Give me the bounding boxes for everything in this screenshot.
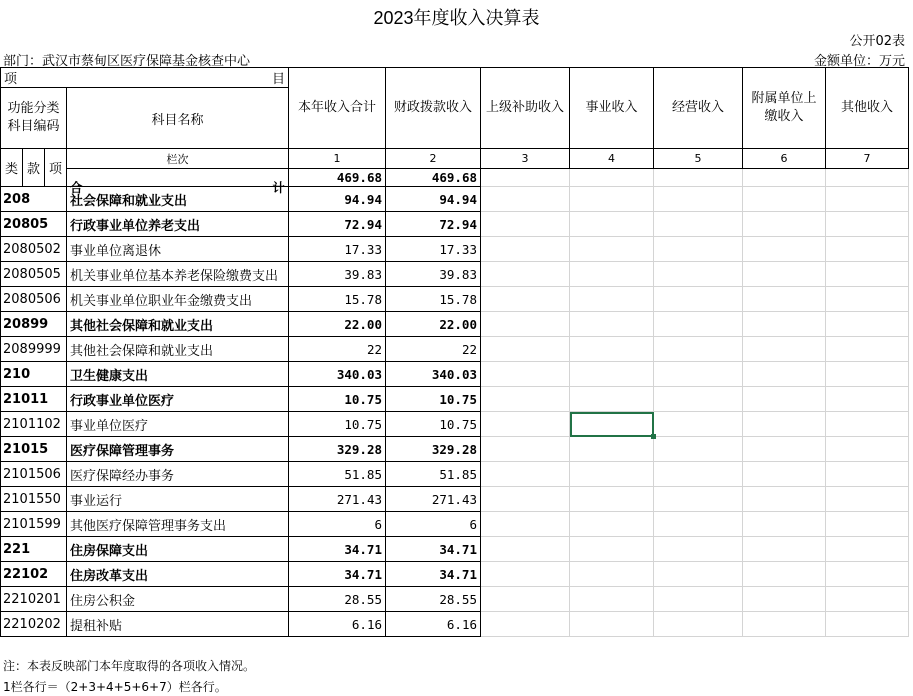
row-total[interactable]: 329.28: [289, 437, 386, 462]
row-name[interactable]: 事业单位离退休: [67, 237, 289, 262]
row-col-3[interactable]: [481, 312, 570, 337]
row-col-7[interactable]: [826, 287, 909, 312]
table-row: [1, 187, 909, 212]
total-col-1[interactable]: 469.68: [289, 169, 386, 187]
row-code[interactable]: 210: [1, 362, 67, 387]
row-fiscal[interactable]: 340.03: [386, 362, 481, 387]
table-row: [1, 562, 909, 587]
row-col-3[interactable]: [481, 487, 570, 512]
total-col-2[interactable]: 469.68: [386, 169, 481, 187]
header-col-7[interactable]: 其他收入: [826, 68, 909, 149]
row-col-4[interactable]: [570, 337, 654, 362]
row-col-4[interactable]: [570, 387, 654, 412]
row-col-3[interactable]: [481, 337, 570, 362]
col-num-1[interactable]: 1: [289, 149, 386, 169]
row-fiscal[interactable]: 94.94: [386, 187, 481, 212]
header-mu: 目: [271, 72, 285, 87]
row-name[interactable]: 提租补贴: [67, 612, 289, 637]
row-fiscal[interactable]: 51.85: [386, 462, 481, 487]
row-col-5[interactable]: [654, 562, 743, 587]
row-fiscal[interactable]: 6: [386, 512, 481, 537]
footnote-1: 注：本表反映部门本年度取得的各项收入情况。: [3, 659, 256, 673]
row-total[interactable]: 10.75: [289, 412, 386, 437]
row-code[interactable]: 2101506: [1, 462, 67, 487]
header-lei[interactable]: 类: [1, 149, 23, 187]
fill-handle[interactable]: [651, 434, 656, 439]
row-col-7[interactable]: [826, 462, 909, 487]
row-col-3[interactable]: [481, 262, 570, 287]
total-col-4[interactable]: [570, 169, 654, 187]
row-name[interactable]: 医疗保障经办事务: [67, 462, 289, 487]
row-col-7[interactable]: [826, 362, 909, 387]
row-code[interactable]: 2101102: [1, 412, 67, 437]
header-lanci[interactable]: 栏次: [67, 149, 289, 169]
table-row: [1, 512, 909, 537]
row-col-7[interactable]: [826, 187, 909, 212]
row-col-7[interactable]: [826, 537, 909, 562]
row-total[interactable]: 22.00: [289, 312, 386, 337]
row-col-4[interactable]: [570, 512, 654, 537]
row-col-7[interactable]: [826, 312, 909, 337]
row-col-7[interactable]: [826, 387, 909, 412]
row-col-3[interactable]: [481, 462, 570, 487]
total-row-label[interactable]: [67, 169, 289, 195]
row-col-4[interactable]: [570, 312, 654, 337]
row-total[interactable]: 22: [289, 337, 386, 362]
header-col-6[interactable]: 附属单位上缴收入: [743, 68, 826, 149]
row-col-6[interactable]: [743, 312, 826, 337]
row-col-4[interactable]: [570, 487, 654, 512]
total-col-7[interactable]: [826, 169, 909, 187]
row-fiscal[interactable]: 10.75: [386, 387, 481, 412]
row-name[interactable]: 住房保障支出: [67, 537, 289, 562]
row-col-5[interactable]: [654, 212, 743, 237]
row-col-5[interactable]: [654, 612, 743, 637]
row-col-7[interactable]: [826, 412, 909, 437]
row-col-6[interactable]: [743, 462, 826, 487]
col-num-5[interactable]: 5: [654, 149, 743, 169]
row-col-5[interactable]: [654, 287, 743, 312]
row-total[interactable]: 28.55: [289, 587, 386, 612]
row-code[interactable]: 2089999: [1, 337, 67, 362]
row-col-6[interactable]: [743, 612, 826, 637]
table-row: [1, 412, 909, 437]
table-row: [1, 337, 909, 362]
row-total[interactable]: 6.16: [289, 612, 386, 637]
footnote-2: 1栏各行＝（2+3+4+5+6+7）栏各行。: [3, 680, 227, 694]
row-col-4[interactable]: [570, 187, 654, 212]
row-col-5[interactable]: [654, 587, 743, 612]
row-name[interactable]: 行政事业单位医疗: [67, 387, 289, 412]
row-col-7[interactable]: [826, 487, 909, 512]
row-fiscal[interactable]: 271.43: [386, 487, 481, 512]
row-fiscal[interactable]: 28.55: [386, 587, 481, 612]
row-col-5[interactable]: [654, 487, 743, 512]
row-name[interactable]: 机关事业单位职业年金缴费支出: [67, 287, 289, 312]
row-col-5[interactable]: [654, 187, 743, 212]
row-total[interactable]: 271.43: [289, 487, 386, 512]
row-name[interactable]: 事业单位医疗: [67, 412, 289, 437]
row-col-6[interactable]: [743, 212, 826, 237]
row-col-7[interactable]: [826, 237, 909, 262]
row-col-4[interactable]: [570, 437, 654, 462]
row-total[interactable]: 51.85: [289, 462, 386, 487]
row-col-4[interactable]: [570, 287, 654, 312]
header-col-1[interactable]: 本年收入合计: [289, 68, 386, 149]
col-num-7[interactable]: 7: [826, 149, 909, 169]
row-total[interactable]: 34.71: [289, 562, 386, 587]
row-col-3[interactable]: [481, 562, 570, 587]
row-fiscal[interactable]: 39.83: [386, 262, 481, 287]
row-code[interactable]: 2210202: [1, 612, 67, 637]
row-fiscal[interactable]: 6.16: [386, 612, 481, 637]
row-fiscal[interactable]: 10.75: [386, 412, 481, 437]
row-code[interactable]: 20899: [1, 312, 67, 337]
row-fiscal[interactable]: 329.28: [386, 437, 481, 462]
income-table: [0, 67, 909, 637]
header-col-3[interactable]: 上级补助收入: [481, 68, 570, 149]
row-col-7[interactable]: [826, 562, 909, 587]
row-col-6[interactable]: [743, 487, 826, 512]
row-name[interactable]: 其他社会保障和就业支出: [67, 337, 289, 362]
row-col-4[interactable]: [570, 537, 654, 562]
header-xiang-mu[interactable]: [1, 68, 289, 88]
amount-unit: 金额单位：万元: [813, 54, 905, 69]
table-row: [1, 587, 909, 612]
total-col-3[interactable]: [481, 169, 570, 187]
row-col-3[interactable]: [481, 287, 570, 312]
row-col-6[interactable]: [743, 187, 826, 212]
row-col-7[interactable]: [826, 337, 909, 362]
header-xiang: 项: [4, 72, 18, 87]
total-col-6[interactable]: [743, 169, 826, 187]
row-col-7[interactable]: [826, 612, 909, 637]
row-col-5[interactable]: [654, 387, 743, 412]
row-col-5[interactable]: [654, 237, 743, 262]
row-col-6[interactable]: [743, 287, 826, 312]
row-fiscal[interactable]: 22: [386, 337, 481, 362]
row-total[interactable]: 34.71: [289, 537, 386, 562]
row-name[interactable]: 机关事业单位基本养老保险缴费支出: [67, 262, 289, 287]
row-total[interactable]: 17.33: [289, 237, 386, 262]
row-col-6[interactable]: [743, 412, 826, 437]
header-xiang-sub[interactable]: 项: [45, 149, 67, 187]
row-code[interactable]: 2210201: [1, 587, 67, 612]
row-fiscal[interactable]: 34.71: [386, 562, 481, 587]
row-col-3[interactable]: [481, 212, 570, 237]
row-col-4[interactable]: [570, 237, 654, 262]
row-col-5[interactable]: [654, 512, 743, 537]
row-col-6[interactable]: [743, 537, 826, 562]
row-total[interactable]: 6: [289, 512, 386, 537]
row-code[interactable]: 21015: [1, 437, 67, 462]
row-code[interactable]: 208: [1, 187, 67, 212]
row-col-4[interactable]: [570, 612, 654, 637]
row-total[interactable]: 94.94: [289, 187, 386, 212]
row-col-5[interactable]: [654, 412, 743, 437]
table-row: [1, 287, 909, 312]
row-code[interactable]: 2080505: [1, 262, 67, 287]
row-col-6[interactable]: [743, 387, 826, 412]
col-num-3[interactable]: 3: [481, 149, 570, 169]
department-label: 部门：武汉市蔡甸区医疗保障基金核查中心: [3, 54, 251, 69]
table-row: [1, 487, 909, 512]
row-col-5[interactable]: [654, 312, 743, 337]
row-col-6[interactable]: [743, 587, 826, 612]
row-code[interactable]: 2080502: [1, 237, 67, 262]
table-row: [1, 612, 909, 637]
row-fiscal[interactable]: 15.78: [386, 287, 481, 312]
row-col-5[interactable]: [654, 362, 743, 387]
row-col-7[interactable]: [826, 262, 909, 287]
header-func-code[interactable]: 功能分类科目编码: [1, 88, 67, 149]
row-col-6[interactable]: [743, 237, 826, 262]
col-num-2[interactable]: 2: [386, 149, 481, 169]
table-row: [1, 237, 909, 262]
row-col-6[interactable]: [743, 362, 826, 387]
table-row: [1, 462, 909, 487]
table-row: [1, 212, 909, 237]
row-col-3[interactable]: [481, 612, 570, 637]
row-fiscal[interactable]: 72.94: [386, 212, 481, 237]
row-name[interactable]: 住房改革支出: [67, 562, 289, 587]
table-row: [1, 537, 909, 562]
report-title: 2023年度收入决算表: [373, 8, 540, 28]
row-name[interactable]: 医疗保障管理事务: [67, 437, 289, 462]
row-col-6[interactable]: [743, 262, 826, 287]
row-col-7[interactable]: [826, 437, 909, 462]
row-col-4[interactable]: [570, 462, 654, 487]
table-row: [1, 312, 909, 337]
header-item-name[interactable]: 科目名称: [67, 88, 289, 149]
row-name[interactable]: 行政事业单位养老支出: [67, 212, 289, 237]
row-col-5[interactable]: [654, 337, 743, 362]
row-col-7[interactable]: [826, 587, 909, 612]
form-number: 公开02表: [849, 34, 905, 49]
row-fiscal[interactable]: 22.00: [386, 312, 481, 337]
row-col-3[interactable]: [481, 387, 570, 412]
row-total[interactable]: 72.94: [289, 212, 386, 237]
row-col-3[interactable]: [481, 537, 570, 562]
total-label-a: 合: [70, 179, 83, 195]
row-total[interactable]: 340.03: [289, 362, 386, 387]
row-col-3[interactable]: [481, 512, 570, 537]
header-col-4[interactable]: 事业收入: [570, 68, 654, 149]
row-fiscal[interactable]: 34.71: [386, 537, 481, 562]
row-code[interactable]: 20805: [1, 212, 67, 237]
col-num-4[interactable]: 4: [570, 149, 654, 169]
row-col-3[interactable]: [481, 237, 570, 262]
row-col-3[interactable]: [481, 412, 570, 437]
row-code[interactable]: 221: [1, 537, 67, 562]
row-col-6[interactable]: [743, 512, 826, 537]
row-total[interactable]: 39.83: [289, 262, 386, 287]
row-name[interactable]: 社会保障和就业支出: [67, 187, 289, 212]
row-col-6[interactable]: [743, 562, 826, 587]
row-col-5[interactable]: [654, 437, 743, 462]
row-total[interactable]: 15.78: [289, 287, 386, 312]
table-row: [1, 387, 909, 412]
row-fiscal[interactable]: 17.33: [386, 237, 481, 262]
row-code[interactable]: 21011: [1, 387, 67, 412]
table-row: [1, 437, 909, 462]
row-col-5[interactable]: [654, 262, 743, 287]
row-col-4[interactable]: [570, 362, 654, 387]
table-row: [1, 262, 909, 287]
row-name[interactable]: 事业运行: [67, 487, 289, 512]
row-code[interactable]: 2101599: [1, 512, 67, 537]
row-col-5[interactable]: [654, 462, 743, 487]
row-col-3[interactable]: [481, 437, 570, 462]
row-code[interactable]: 2101550: [1, 487, 67, 512]
row-col-4[interactable]: [570, 212, 654, 237]
row-code[interactable]: 22102: [1, 562, 67, 587]
row-col-4-selected-cell[interactable]: [570, 412, 654, 437]
header-col-5[interactable]: 经营收入: [654, 68, 743, 149]
row-col-6[interactable]: [743, 337, 826, 362]
row-name[interactable]: 其他医疗保障管理事务支出: [67, 512, 289, 537]
row-col-3[interactable]: [481, 362, 570, 387]
row-col-4[interactable]: [570, 587, 654, 612]
row-col-3[interactable]: [481, 187, 570, 212]
row-code[interactable]: 2080506: [1, 287, 67, 312]
row-name[interactable]: 其他社会保障和就业支出: [67, 312, 289, 337]
table-row: [1, 362, 909, 387]
row-col-3[interactable]: [481, 587, 570, 612]
row-col-7[interactable]: [826, 512, 909, 537]
col-num-6[interactable]: 6: [743, 149, 826, 169]
header-kuan[interactable]: 款: [23, 149, 45, 187]
row-col-6[interactable]: [743, 437, 826, 462]
row-name[interactable]: 住房公积金: [67, 587, 289, 612]
row-col-4[interactable]: [570, 262, 654, 287]
row-total[interactable]: 10.75: [289, 387, 386, 412]
row-col-4[interactable]: [570, 562, 654, 587]
row-col-5[interactable]: [654, 537, 743, 562]
total-label-b: 计: [272, 179, 285, 195]
row-col-7[interactable]: [826, 212, 909, 237]
row-name[interactable]: 卫生健康支出: [67, 362, 289, 387]
total-col-5[interactable]: [654, 169, 743, 187]
header-col-2[interactable]: 财政拨款收入: [386, 68, 481, 149]
